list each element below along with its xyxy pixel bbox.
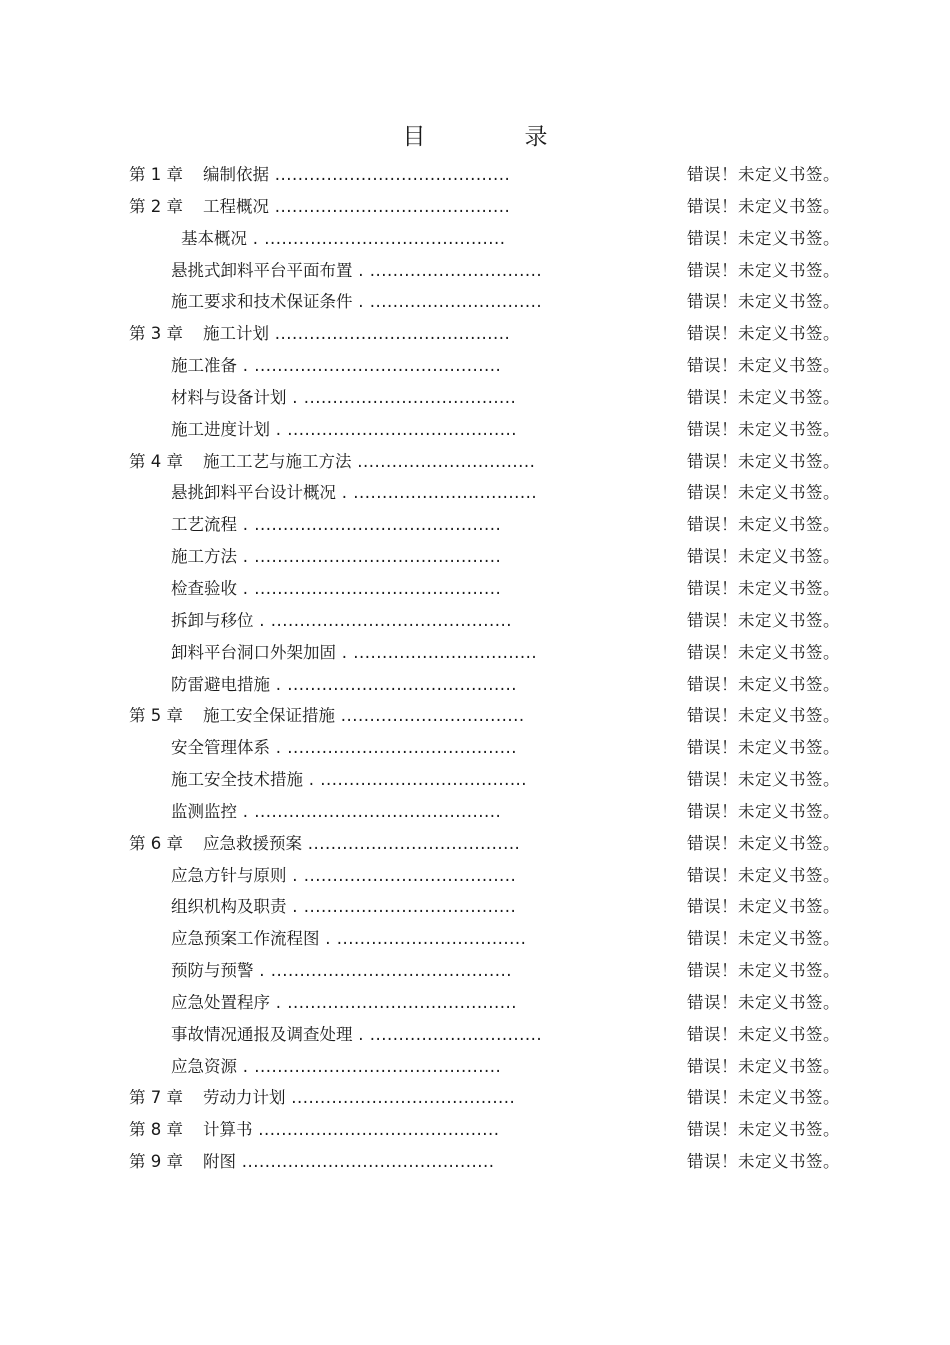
toc-entry-link[interactable] (181, 223, 506, 255)
toc-entry-title: 材料与设备计划 (171, 387, 287, 407)
toc-section-row[interactable] (0, 477, 950, 509)
dot-leader: . ........................................... (237, 801, 502, 821)
dot-leader: . ........................................... (237, 578, 502, 598)
toc-entry-title: 应急救援预案 (203, 833, 302, 853)
dot-leader: . ................................ (336, 483, 538, 503)
page-reference: 错误！未定义书签。 (687, 961, 840, 981)
chapter-number: 第 3 章 (129, 324, 183, 344)
toc-entry-title: 防雷避电措施 (171, 674, 270, 694)
toc-section-row[interactable] (0, 350, 950, 382)
toc-entry-title: 事故情况通报及调查处理 (171, 1024, 353, 1044)
page-reference: 错误！未定义书签。 (687, 451, 840, 471)
toc-entry-title: 应急预案工作流程图 (171, 929, 320, 949)
page-reference: 错误！未定义书签。 (687, 292, 840, 312)
dot-leader: . ........................................... (237, 515, 502, 535)
dot-leader: . ........................................ (270, 419, 518, 439)
toc-entry-link[interactable] (129, 1082, 515, 1114)
page-reference: 错误！未定义书签。 (687, 1024, 840, 1044)
toc-entry-title: 基本概况 (181, 228, 247, 248)
toc-chapter-row[interactable] (0, 828, 950, 860)
dot-leader: ................................ (335, 706, 525, 726)
page-reference: 错误！未定义书签。 (687, 1120, 840, 1140)
toc-entry-link[interactable] (171, 923, 526, 955)
page-reference: 错误！未定义书签。 (687, 228, 840, 248)
toc-section-row[interactable] (0, 637, 950, 669)
toc-entry-title: 施工方法 (171, 547, 237, 567)
toc-entry-title: 施工准备 (171, 356, 237, 376)
toc-section-row[interactable] (0, 382, 950, 414)
chapter-number: 第 5 章 (129, 706, 183, 726)
toc-entry-title: 安全管理体系 (171, 738, 270, 758)
toc-section-row[interactable] (0, 891, 950, 923)
toc-entry-link[interactable] (129, 700, 525, 732)
page-reference: 错误！未定义书签。 (687, 547, 840, 567)
toc-entry-title: 施工要求和技术保证条件 (171, 292, 353, 312)
page-reference: 错误！未定义书签。 (687, 356, 840, 376)
toc-entry-title: 劳动力计划 (203, 1088, 286, 1108)
toc-entry-title: 拆卸与移位 (171, 610, 254, 630)
toc-entry-title: 编制依据 (203, 165, 269, 184)
dot-leader: . ........................................ (270, 738, 518, 758)
toc-section-row[interactable] (0, 541, 950, 573)
toc-section-row[interactable] (0, 955, 950, 987)
toc-entry-link[interactable] (171, 669, 517, 701)
dot-leader: . .............................. (352, 292, 543, 312)
dot-leader: ......................................... (269, 324, 511, 344)
toc-section-row[interactable] (0, 605, 950, 637)
toc-section-row[interactable] (0, 223, 950, 255)
page-reference: 错误！未定义书签。 (687, 515, 840, 535)
toc-entry-link[interactable] (129, 1146, 495, 1178)
toc-entry-link[interactable] (171, 509, 501, 541)
dot-leader: . ........................................... (237, 1056, 502, 1076)
page-reference: 错误！未定义书签。 (687, 578, 840, 598)
toc-entry-link[interactable] (171, 732, 517, 764)
page-reference: 错误！未定义书签。 (687, 929, 840, 949)
toc-entry-link[interactable] (129, 1114, 500, 1146)
dot-leader: ......................................... (269, 165, 511, 184)
toc-entry-link[interactable] (171, 350, 501, 382)
toc-entry-link[interactable] (129, 191, 510, 223)
toc-section-row[interactable] (0, 732, 950, 764)
toc-entry-title: 附图 (203, 1152, 236, 1172)
toc-chapter-row[interactable] (0, 446, 950, 478)
dot-leader: . .......................................... (247, 228, 506, 248)
dot-leader: . ................................. (319, 929, 527, 949)
toc-entry-link[interactable] (171, 477, 537, 509)
toc-entry-link[interactable] (171, 541, 501, 573)
dot-leader: . .............................. (352, 1024, 543, 1044)
page-reference: 错误！未定义书签。 (687, 770, 840, 790)
page-reference: 错误！未定义书签。 (687, 865, 840, 885)
dot-leader: . ........................................... (237, 547, 502, 567)
toc-entry-link[interactable] (171, 605, 512, 637)
page-reference: 错误！未定义书签。 (687, 610, 840, 630)
toc-entry-link[interactable] (171, 987, 517, 1019)
toc-section-row[interactable] (0, 923, 950, 955)
toc-entry-link[interactable] (129, 446, 535, 478)
page-reference: 错误！未定义书签。 (687, 1088, 840, 1108)
toc-chapter-row[interactable] (0, 159, 950, 191)
page-reference: 错误！未定义书签。 (687, 1152, 840, 1172)
chapter-number: 第 1 章 (129, 165, 183, 184)
toc-entry-title: 施工进度计划 (171, 419, 270, 439)
page-reference: 错误！未定义书签。 (687, 165, 840, 184)
toc-entry-link[interactable] (171, 382, 516, 414)
page-reference: 错误！未定义书签。 (687, 706, 840, 726)
toc-section-row[interactable] (0, 255, 950, 287)
dot-leader: . .......................................... (253, 610, 513, 630)
page-reference: 错误！未定义书签。 (687, 801, 840, 821)
toc-chapter-row[interactable] (0, 1082, 950, 1114)
dot-leader: . ..................................... (286, 897, 517, 917)
toc-entry-link[interactable] (171, 573, 501, 605)
toc-entry-link[interactable] (129, 318, 510, 350)
dot-leader: .......................................... (252, 1120, 500, 1140)
page-reference: 错误！未定义书签。 (687, 833, 840, 853)
page-reference: 错误！未定义书签。 (687, 260, 840, 280)
toc-chapter-row[interactable] (0, 700, 950, 732)
toc-section-row[interactable] (0, 509, 950, 541)
toc-section-row[interactable] (0, 1019, 950, 1051)
page-reference: 错误！未定义书签。 (687, 324, 840, 344)
toc-entry-link[interactable] (171, 891, 516, 923)
toc-entry-title: 工艺流程 (171, 515, 237, 535)
chapter-number: 第 2 章 (129, 196, 183, 216)
toc-entry-link[interactable] (171, 1019, 542, 1051)
page-reference: 错误！未定义书签。 (687, 483, 840, 503)
toc-section-row[interactable] (0, 860, 950, 892)
dot-leader: . .......................................... (253, 961, 513, 981)
toc-chapter-row[interactable] (0, 191, 950, 223)
toc-section-row[interactable] (0, 987, 950, 1019)
chapter-number: 第 6 章 (129, 833, 183, 853)
page-reference: 错误！未定义书签。 (687, 992, 840, 1012)
toc-section-row[interactable] (0, 1051, 950, 1083)
toc-section-row[interactable] (0, 764, 950, 796)
toc-entry-title: 组织机构及职责 (171, 897, 287, 917)
dot-leader: ......................................... (269, 196, 511, 216)
dot-leader: ............................... (351, 451, 536, 471)
page-reference: 错误！未定义书签。 (687, 738, 840, 758)
dot-leader: . ........................................... (237, 356, 502, 376)
dot-leader: . ........................................ (270, 992, 518, 1012)
dot-leader: . ..................................... (286, 387, 517, 407)
toc-section-row[interactable] (0, 414, 950, 446)
toc-entry-title: 施工计划 (203, 324, 269, 344)
toc-entry-link[interactable] (171, 764, 527, 796)
page-reference: 错误！未定义书签。 (687, 642, 840, 662)
toc-entry-title: 应急资源 (171, 1056, 237, 1076)
dot-leader: . .................................... (303, 770, 528, 790)
toc-section-row[interactable] (0, 573, 950, 605)
dot-leader: . ..................................... (286, 865, 517, 885)
chapter-number: 第 8 章 (129, 1120, 183, 1140)
dot-leader: ..................................... (302, 833, 521, 853)
toc-entry-link[interactable] (171, 637, 537, 669)
dot-leader: ............................................ (236, 1152, 495, 1172)
toc-entry-link[interactable] (171, 414, 517, 446)
toc-entry-link[interactable] (171, 860, 516, 892)
toc-section-row[interactable] (0, 796, 950, 828)
toc-section-row[interactable] (0, 669, 950, 701)
chapter-number: 第 4 章 (129, 451, 183, 471)
toc-entry-link[interactable] (129, 828, 520, 860)
toc-entry-title: 检查验收 (171, 578, 237, 598)
toc-entry-link[interactable] (129, 159, 510, 191)
page-reference: 错误！未定义书签。 (687, 419, 840, 439)
toc-chapter-row[interactable] (0, 318, 950, 350)
toc-entry-title: 应急处置程序 (171, 992, 270, 1012)
toc-entry-link[interactable] (171, 955, 512, 987)
toc-section-row[interactable] (0, 286, 950, 318)
page-reference: 错误！未定义书签。 (687, 196, 840, 216)
dot-leader: . .............................. (352, 260, 543, 280)
page-reference: 错误！未定义书签。 (687, 1056, 840, 1076)
toc-entry-title: 施工安全技术措施 (171, 770, 303, 790)
toc-entry-link[interactable] (171, 255, 542, 287)
toc-entry-title: 工程概况 (203, 196, 269, 216)
toc-entry-title: 悬挑式卸料平台平面布置 (171, 260, 353, 280)
toc-chapter-row[interactable] (0, 1114, 950, 1146)
toc-entry-title: 施工安全保证措施 (203, 706, 335, 726)
toc-entry-title: 监测监控 (171, 801, 237, 821)
table-of-contents (0, 159, 950, 1178)
toc-title: 目 录 (402, 124, 586, 150)
toc-entry-title: 预防与预警 (171, 961, 254, 981)
toc-entry-title: 施工工艺与施工方法 (203, 451, 352, 471)
toc-entry-title: 应急方针与原则 (171, 865, 287, 885)
page-reference: 错误！未定义书签。 (687, 387, 840, 407)
toc-entry-link[interactable] (171, 796, 501, 828)
page-reference: 错误！未定义书签。 (687, 674, 840, 694)
toc-entry-link[interactable] (171, 1051, 501, 1083)
dot-leader: . ........................................ (270, 674, 518, 694)
dot-leader: ....................................... (285, 1088, 516, 1108)
toc-entry-title: 悬挑卸料平台设计概况 (171, 483, 336, 503)
toc-entry-title: 计算书 (203, 1120, 253, 1140)
toc-entry-title: 卸料平台洞口外架加固 (171, 642, 336, 662)
toc-entry-link[interactable] (171, 286, 542, 318)
chapter-number: 第 9 章 (129, 1152, 183, 1172)
toc-chapter-row[interactable] (0, 1146, 950, 1178)
chapter-number: 第 7 章 (129, 1088, 183, 1108)
page-reference: 错误！未定义书签。 (687, 897, 840, 917)
dot-leader: . ................................ (336, 642, 538, 662)
